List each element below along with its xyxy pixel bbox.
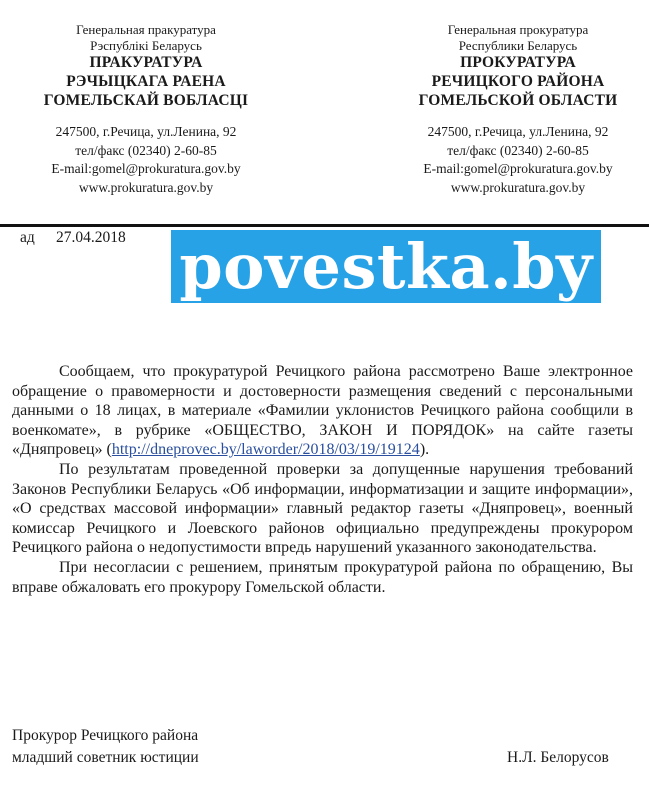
org-line: Рэспублікі Беларусь bbox=[90, 37, 202, 53]
website: www.prokuratura.gov.by bbox=[78, 179, 214, 195]
signatory-position: Прокурор Речицкого района bbox=[12, 727, 199, 744]
org-line: Республики Беларусь bbox=[458, 37, 578, 53]
office-name-line: ГОМЕЛЬСКОЙ ОБЛАСТИ bbox=[418, 92, 618, 109]
phone: тел/факс (02340) 2-60-85 bbox=[447, 142, 589, 158]
office-name-line: ГОМЕЛЬСКАЙ ВОБЛАСЦІ bbox=[43, 92, 249, 109]
header-right-russian bbox=[368, 22, 649, 197]
address: 247500, г.Речица, ул.Ленина, 92 bbox=[55, 124, 237, 139]
office-name-line: ПРОКУРАТУРА bbox=[460, 54, 576, 71]
office-name-line: ПРАКУРАТУРА bbox=[89, 54, 203, 71]
paragraph: По результатам проведенной проверки за допущенные нарушения требований Законов Республики Беларусь «Об информации, информатизации и защите информации», «О средствах массовой информации» главный редактор газеты «Дняпровец», военный комиссар Речицкого и Лоевского районов официально предупреждены прокурором Речицкого района о недопустимости впредь нарушений указанного законодательства. bbox=[12, 460, 633, 557]
org-line: Генеральная пракуратура bbox=[76, 22, 216, 37]
signatory-rank: младший советник юстиции bbox=[12, 749, 199, 766]
org-line: Генеральная прокуратура bbox=[447, 22, 589, 37]
phone: тел/факс (02340) 2-60-85 bbox=[75, 142, 217, 158]
header-divider bbox=[0, 224, 649, 227]
website: www.prokuratura.gov.by bbox=[450, 179, 586, 195]
paragraph bbox=[12, 362, 633, 460]
contact-block bbox=[368, 123, 649, 197]
paragraph: При несогласии с решением, принятым прокуратурой района по обращению, Вы вправе обжаловать его прокурору Гомельской области. bbox=[12, 558, 633, 596]
outgoing-reference bbox=[20, 229, 126, 247]
email: E-mail:gomel@prokuratura.gov.by bbox=[423, 161, 613, 176]
signatory-name: Н.Л. Белорусов bbox=[507, 749, 609, 766]
paragraph-text: Сообщаем, что прокуратурой Речицкого района рассмотрено Ваше электронное обращение о правомерности и достоверности размещения сведений с персональными данными о 18 лицах, в материале «Фамилии уклонистов Речицкого района сообщили в военкомате», в рубрике «ОБЩЕСТВО, ЗАКОН И ПОРЯДОК» на сайте газеты «Дняпровец» ( bbox=[12, 363, 633, 459]
address: 247500, г.Речица, ул.Ленина, 92 bbox=[427, 124, 609, 139]
office-name-line: РЕЧИЦКОГО РАЙОНА bbox=[431, 73, 605, 90]
signatory-title bbox=[12, 725, 199, 769]
header-left-belarusian bbox=[0, 22, 292, 197]
newspaper-link[interactable]: http://dneprovec.by/laworder/2018/03/19/19124 bbox=[111, 441, 420, 459]
office-name-line: РЭЧЫЦКАГА РАЕНА bbox=[66, 73, 226, 90]
paragraph-text: ). bbox=[419, 441, 430, 459]
outgoing-date: 27.04.2018 bbox=[56, 229, 126, 246]
letter-body bbox=[12, 362, 633, 597]
contact-block bbox=[0, 123, 292, 197]
outgoing-label: ад bbox=[20, 229, 35, 246]
email: E-mail:gomel@prokuratura.gov.by bbox=[51, 161, 241, 176]
watermark-banner: povestka.by bbox=[171, 230, 601, 303]
